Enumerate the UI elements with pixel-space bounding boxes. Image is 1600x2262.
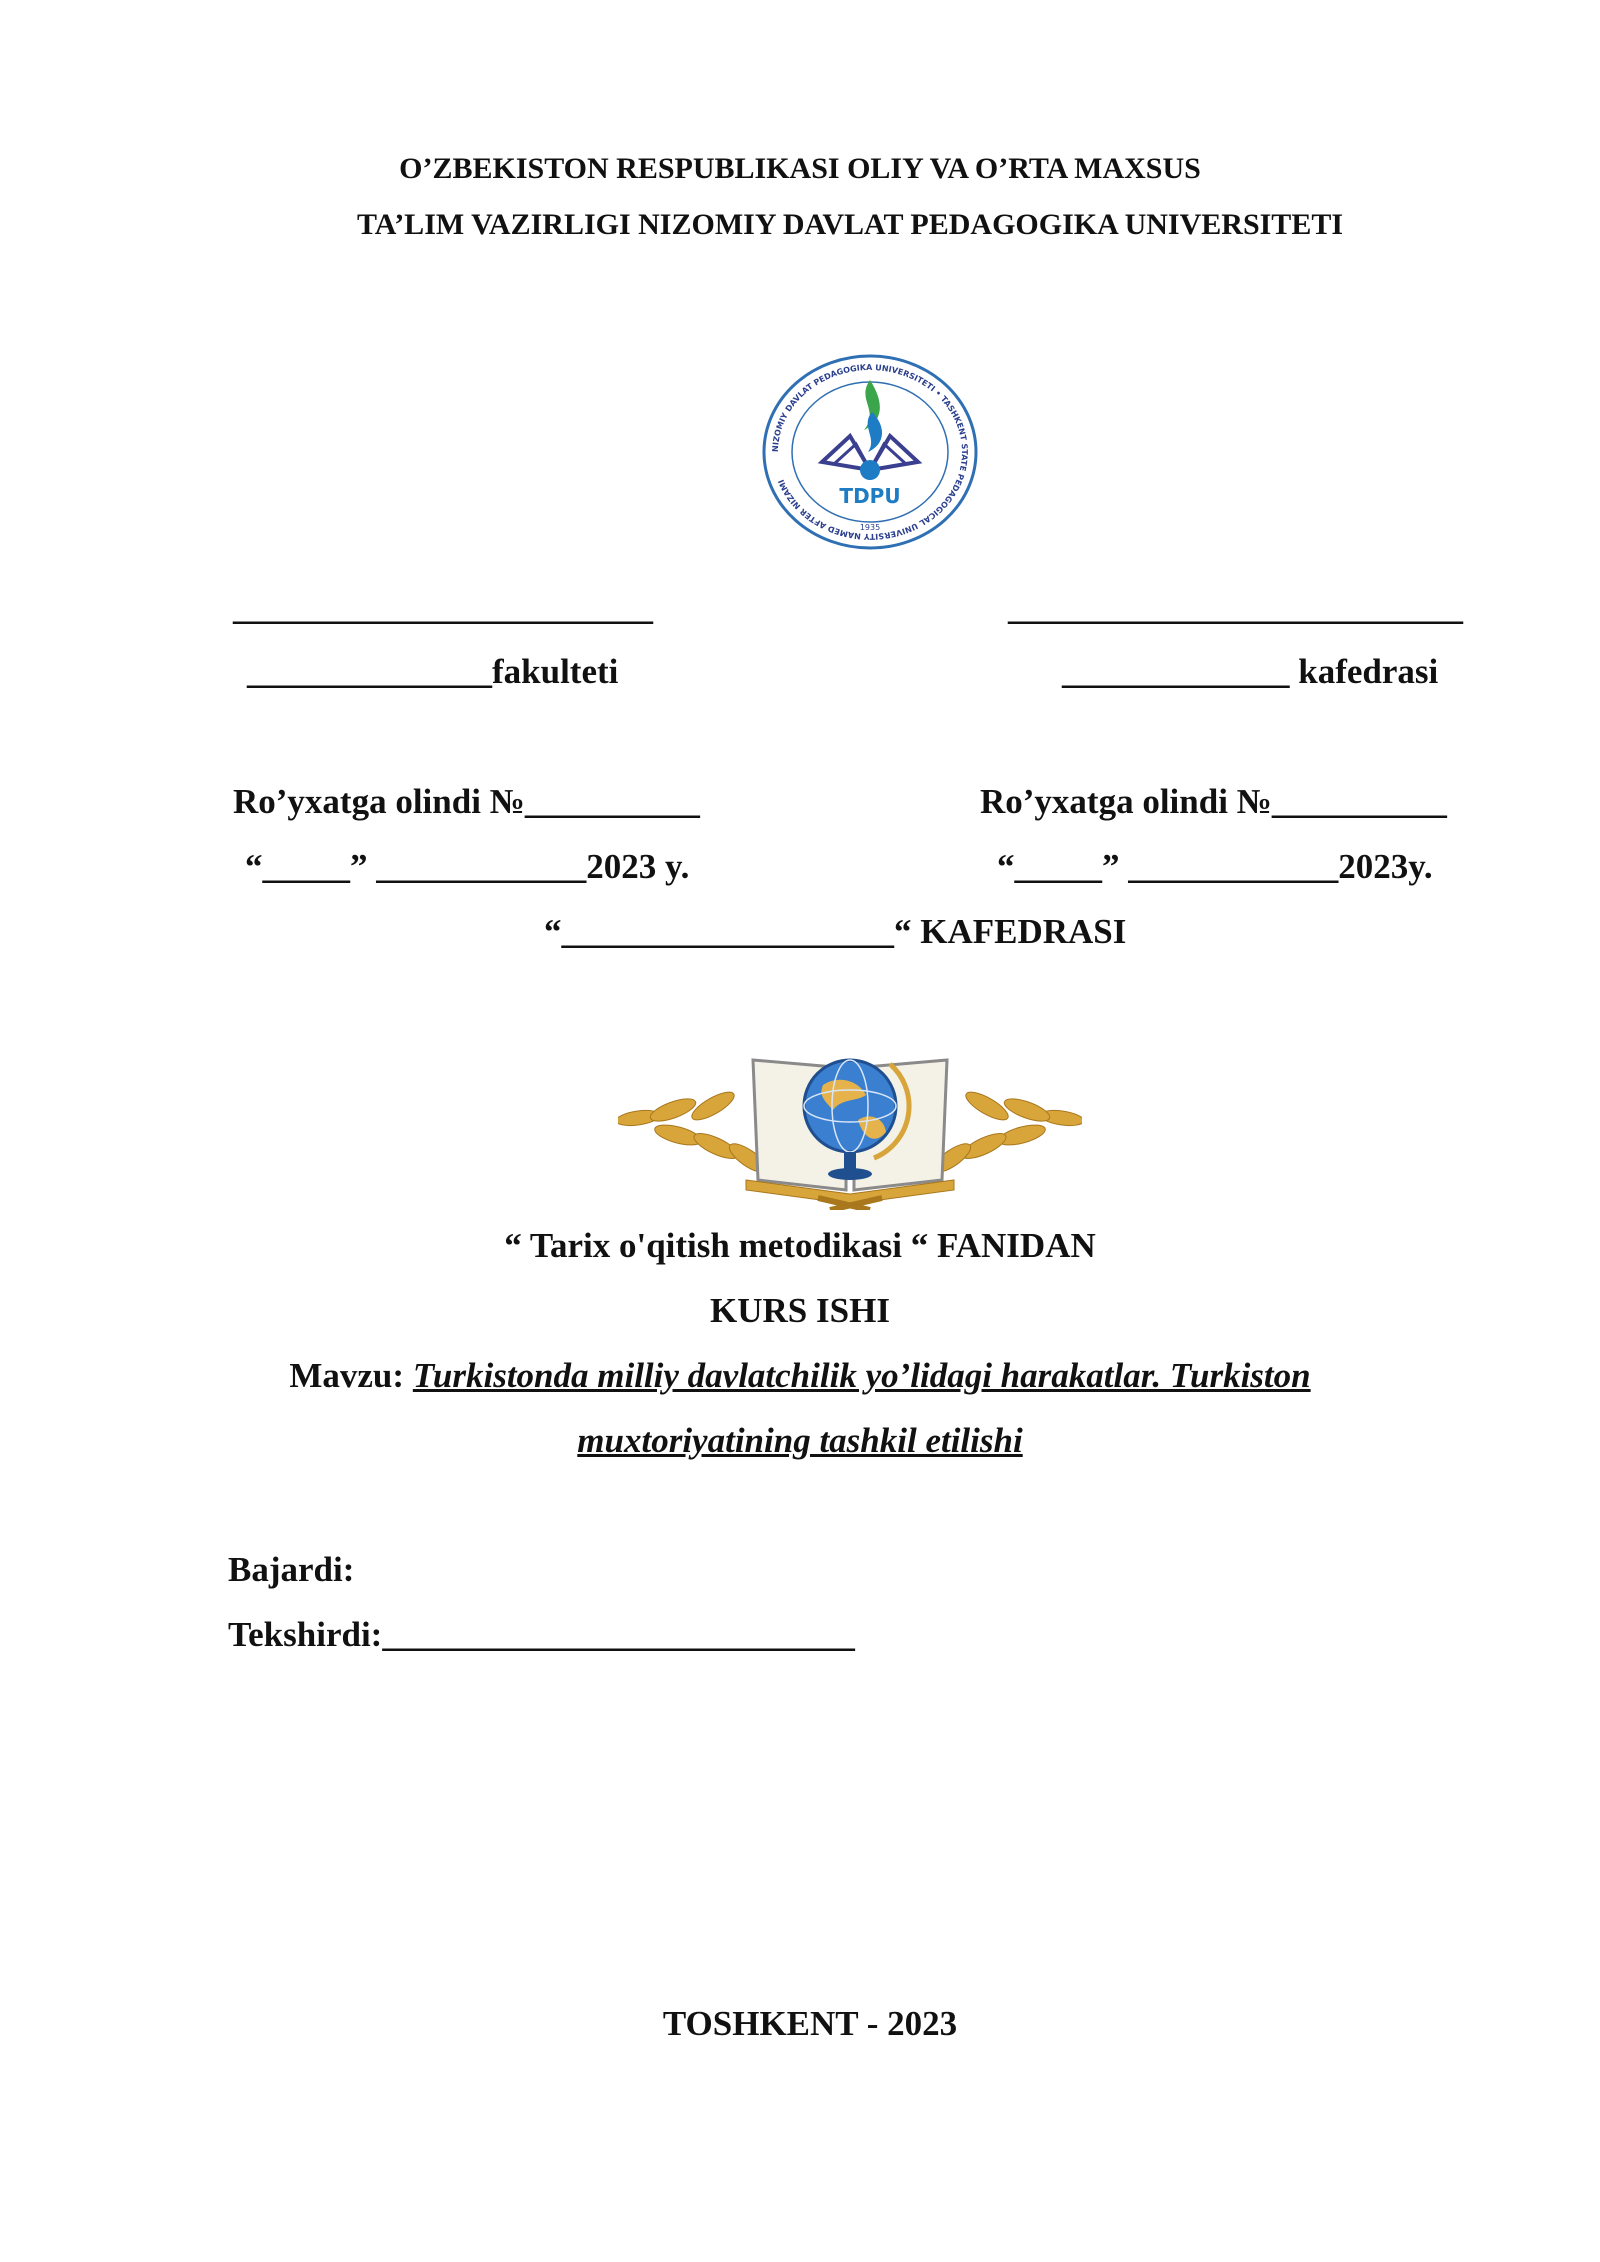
header-line-1: O’ZBEKISTON RESPUBLIKASI OLIY VA O’RTA MAXSUS: [399, 152, 1201, 185]
blank-line-left: ________________________: [233, 588, 653, 627]
logo-year: 1935: [859, 523, 881, 532]
globe-book-laurel-icon: [618, 1040, 1082, 1210]
registration-date-left: “_____” ____________2023 y.: [245, 847, 690, 886]
logo-abbr: TDPU: [839, 484, 901, 508]
checked-by-field: Tekshirdi:___________________________: [228, 1615, 855, 1654]
registration-date-right: “_____” ____________2023y.: [997, 847, 1433, 886]
department-title: “___________________“ KAFEDRASI: [544, 912, 1127, 951]
done-by-label: Bajardi:: [228, 1550, 355, 1589]
topic-line-2: [0, 1421, 1600, 1461]
blank-line-right: __________________________: [1008, 588, 1463, 627]
registration-number-right: Ro’yxatga olindi №__________: [980, 782, 1447, 821]
topic-line-1: [0, 1356, 1600, 1396]
topic-label: Mavzu:: [289, 1356, 413, 1395]
footer-city-year: TOSHKENT - 2023: [662, 2004, 958, 2043]
registration-number-left: Ro’yxatga olindi №__________: [233, 782, 700, 821]
department-field: _____________ kafedrasi: [1062, 652, 1439, 691]
faculty-field: ______________fakulteti: [247, 652, 619, 691]
header-line-2: TA’LIM VAZIRLIGI NIZOMIY DAVLAT PEDAGOGIKA UNIVERSITETI: [356, 208, 1344, 241]
topic-text-2: muxtoriyatining tashkil etilishi: [577, 1421, 1023, 1460]
topic-text-1: Turkistonda milliy davlatchilik yo’lidagi harakatlar. Turkiston: [412, 1356, 1311, 1395]
university-logo-icon: [760, 352, 980, 552]
work-type: KURS ISHI: [710, 1291, 890, 1330]
logo-ring-text: NIZOMIY DAVLAT PEDAGOGIKA UNIVERSITETI • TASHKENT STATE PEDAGOGICAL UNIVERSITY NAMED AFTER NIZAMI: [770, 362, 970, 542]
subject-title: “ Tarix o'qitish metodikasi “ FANIDAN: [504, 1226, 1096, 1265]
